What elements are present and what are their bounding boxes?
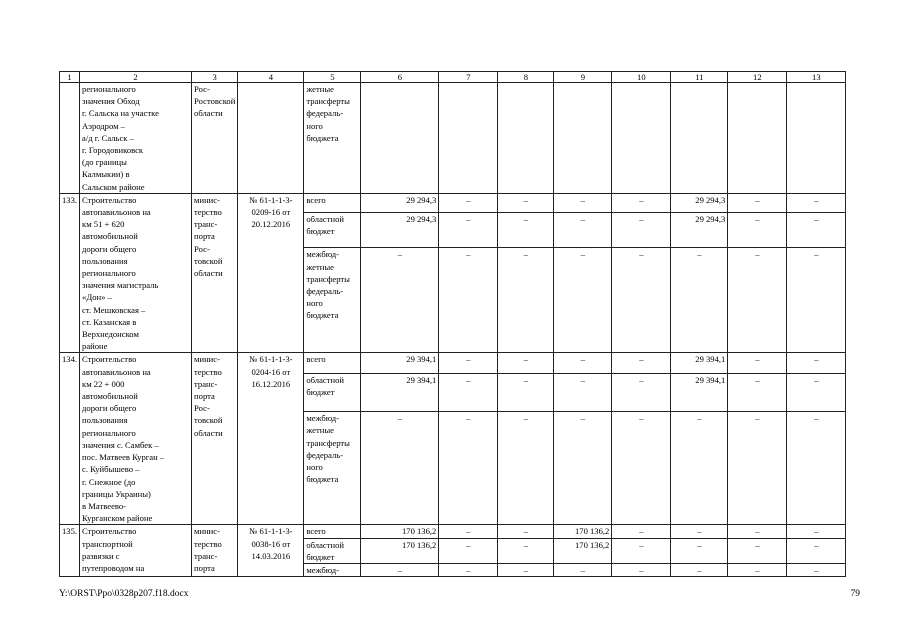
object-name: [80, 83, 192, 194]
customer: [192, 353, 238, 525]
funding-source: [304, 248, 361, 353]
amount-cell: –: [787, 193, 846, 212]
customer-line: области: [194, 427, 223, 438]
amount-cell: 29 394,1: [671, 373, 728, 412]
object-name-line: пользования: [82, 415, 128, 426]
amount-cell: –: [498, 412, 554, 525]
amount-cell: –: [554, 193, 612, 212]
amount-cell: –: [439, 193, 498, 212]
amount-cell: 29 294,3: [361, 212, 439, 248]
funding-source-line: межбюд-: [306, 564, 340, 575]
object-name-line: транспортной: [82, 538, 133, 549]
funding-source-line: трансферты: [306, 437, 350, 448]
funding-source: [304, 563, 361, 576]
funding-source-line: межбюд-: [306, 249, 340, 260]
amount-cell: –: [787, 538, 846, 563]
funding-source: [304, 412, 361, 525]
amount-cell: –: [671, 412, 728, 525]
amount-cell: –: [439, 353, 498, 373]
amount-cell: –: [498, 353, 554, 373]
object-name-line: Калмыкии) в: [82, 169, 130, 180]
amount-cell: –: [787, 373, 846, 412]
customer-line: транс-: [194, 550, 218, 561]
object-name-line: пользования: [82, 255, 128, 266]
document-ref-line: 16.12.2016: [251, 378, 291, 389]
amount-cell: 29 294,3: [671, 193, 728, 212]
document-ref-line: 20.12.2016: [251, 219, 291, 230]
amount-cell: –: [612, 373, 671, 412]
continued-row: [60, 83, 846, 194]
amount-cell: –: [612, 353, 671, 373]
amount-cell: –: [787, 525, 846, 538]
amount-cell: –: [728, 412, 787, 525]
object-name-line: в Матвеево-: [82, 500, 127, 511]
amount-cell: –: [671, 538, 728, 563]
row-number: 135.: [60, 525, 80, 577]
funding-source-line: бюджет: [306, 225, 335, 236]
funding-source-line: всего: [306, 354, 326, 365]
customer-line: порта: [194, 391, 215, 402]
object-name-line: г. Сальска на участке: [82, 108, 159, 119]
object-name-line: дороги общего: [82, 403, 137, 414]
object-name-line: а/д г. Сальск –: [82, 132, 134, 143]
amount-cell: –: [787, 248, 846, 353]
amount-cell: –: [554, 248, 612, 353]
document-ref-line: 14.03.2016: [251, 550, 291, 561]
object-name-line: границы Украины): [82, 488, 151, 499]
customer-line: минис-: [194, 354, 220, 365]
object-name-line: г. Городовиковск: [82, 145, 144, 156]
document-ref-line: № 61-1-1-3-: [249, 526, 293, 537]
document-ref-line: 0209-16 от: [251, 207, 291, 218]
customer-line: транс-: [194, 219, 218, 230]
row-number: 133.: [60, 193, 80, 353]
customer: [192, 525, 238, 577]
table-row: [60, 353, 846, 373]
column-number: 8: [498, 72, 554, 83]
amount-cell: –: [728, 373, 787, 412]
page-number: 79: [850, 589, 860, 599]
amount-cell: 170 136,2: [554, 538, 612, 563]
amount-cell: 29 294,3: [671, 212, 728, 248]
funding-source: [304, 83, 361, 194]
object-name-line: автомобильной: [82, 391, 138, 402]
amount-cell: –: [554, 373, 612, 412]
document-ref: [238, 193, 304, 353]
amount-cell: –: [612, 212, 671, 248]
object-name-line: Строительство: [82, 526, 137, 537]
column-number: 4: [238, 72, 304, 83]
amount-cell: –: [612, 412, 671, 525]
amount-cell: –: [439, 373, 498, 412]
object-name-line: значения с. Самбек –: [82, 439, 159, 450]
amount-cell: –: [554, 353, 612, 373]
customer-line: терство: [194, 538, 222, 549]
funding-source: [304, 373, 361, 412]
object-name-line: Аэродром –: [82, 120, 125, 131]
funding-source-line: федераль-: [306, 286, 344, 297]
table-row: [60, 525, 846, 538]
funding-source-line: жетные: [306, 425, 334, 436]
document-ref-line: № 61-1-1-3-: [249, 354, 293, 365]
funding-source-line: бюджет: [306, 551, 335, 562]
column-number: 5: [304, 72, 361, 83]
customer-line: транс-: [194, 378, 218, 389]
amount-cell: –: [728, 525, 787, 538]
funding-source: [304, 525, 361, 538]
column-number: 10: [612, 72, 671, 83]
amount-cell: –: [728, 563, 787, 576]
amount-cell: –: [361, 563, 439, 576]
object-name: [80, 193, 192, 353]
object-name-line: км 51 + 620: [82, 219, 125, 230]
customer-line: Рос-: [194, 243, 210, 254]
amount-cell: –: [498, 193, 554, 212]
amount-cell: 29 294,3: [361, 193, 439, 212]
column-number: 13: [787, 72, 846, 83]
object-name-line: регионального: [82, 84, 136, 94]
funding-source-line: областной: [306, 374, 344, 385]
funding-source-line: жетные: [306, 84, 334, 94]
object-name-line: районе: [82, 341, 108, 352]
amount-cell: –: [728, 248, 787, 353]
amount-cell: –: [498, 373, 554, 412]
object-name-line: развязки с: [82, 550, 120, 561]
object-name-line: значения Обход: [82, 96, 140, 107]
funding-source-line: федераль-: [306, 449, 344, 460]
funding-source-line: ного: [306, 120, 323, 131]
funding-source-line: бюджета: [306, 474, 339, 485]
customer-line: области: [194, 108, 223, 119]
column-number: 2: [80, 72, 192, 83]
amount-cell: –: [554, 212, 612, 248]
object-name-line: автопавильонов на: [82, 366, 151, 377]
amount-cell: –: [439, 412, 498, 525]
column-number: 3: [192, 72, 238, 83]
object-name-line: автопавильонов на: [82, 207, 151, 218]
document-ref: [238, 83, 304, 194]
customer-line: товской: [194, 255, 223, 266]
object-name: [80, 353, 192, 525]
object-name-line: значения магистраль: [82, 280, 159, 291]
amount-cell: –: [498, 212, 554, 248]
object-name-line: г. Снежное (до: [82, 476, 136, 487]
funding-source-line: ного: [306, 462, 323, 473]
object-name-line: ст. Мешковская –: [82, 304, 146, 315]
funding-source-line: областной: [306, 539, 344, 550]
object-name-line: км 22 + 000: [82, 378, 125, 389]
funding-source-line: межбюд-: [306, 413, 340, 424]
table-row: [60, 193, 846, 212]
amount-cell: –: [728, 193, 787, 212]
amount-cell: –: [787, 563, 846, 576]
object-name-line: регионального: [82, 427, 136, 438]
object-name-line: путепроводом на: [82, 562, 145, 573]
funding-source-line: всего: [306, 194, 326, 205]
document-ref-line: 0038-16 от: [251, 538, 291, 549]
object-name-line: Верхнедонском: [82, 329, 139, 340]
column-number: 9: [554, 72, 612, 83]
document-ref-line: 0204-16 от: [251, 366, 291, 377]
funding-source-line: ного: [306, 298, 323, 309]
customer-line: Рос-: [194, 403, 210, 414]
funding-source-line: жетные: [306, 261, 334, 272]
amount-cell: –: [728, 212, 787, 248]
amount-cell: –: [498, 248, 554, 353]
customer-line: терство: [194, 366, 222, 377]
column-number-row: [60, 72, 846, 83]
funding-source-line: областной: [306, 213, 344, 224]
customer-line: минис-: [194, 526, 220, 537]
object-name-line: ст. Казанская в: [82, 316, 137, 327]
object-name: [80, 525, 192, 577]
amount-cell: –: [612, 248, 671, 353]
amount-cell: –: [728, 353, 787, 373]
column-number: 1: [60, 72, 80, 83]
customer-line: Рос-: [194, 84, 210, 94]
object-name-line: дороги общего: [82, 243, 137, 254]
amount-cell: –: [671, 525, 728, 538]
amount-cell: –: [498, 563, 554, 576]
funding-source: [304, 212, 361, 248]
column-number: 12: [728, 72, 787, 83]
funding-source-line: бюджет: [306, 386, 335, 397]
amount-cell: 170 136,2: [361, 538, 439, 563]
amount-cell: –: [554, 563, 612, 576]
amount-cell: –: [671, 248, 728, 353]
customer-line: порта: [194, 562, 215, 573]
customer: [192, 83, 238, 194]
amount-cell: –: [439, 538, 498, 563]
object-name-line: Строительство: [82, 194, 137, 205]
amount-cell: –: [439, 212, 498, 248]
object-name-line: с. Куйбышево –: [82, 464, 140, 475]
object-name-line: пос. Матвеев Курган –: [82, 452, 165, 463]
customer-line: порта: [194, 231, 215, 242]
object-name-line: «Дон» –: [82, 292, 112, 303]
amount-cell: 170 136,2: [361, 525, 439, 538]
amount-cell: –: [671, 563, 728, 576]
amount-cell: –: [612, 525, 671, 538]
amount-cell: –: [498, 525, 554, 538]
row-number: 134.: [60, 353, 80, 525]
amount-cell: –: [361, 248, 439, 353]
funding-source-line: трансферты: [306, 96, 350, 107]
document-ref: [238, 525, 304, 577]
funding-source-line: федераль-: [306, 108, 344, 119]
funding-source: [304, 193, 361, 212]
object-name-line: Сальском районе: [82, 181, 145, 192]
funding-source: [304, 353, 361, 373]
column-number: 6: [361, 72, 439, 83]
funding-source: [304, 538, 361, 563]
customer-line: товской: [194, 415, 223, 426]
amount-cell: –: [361, 412, 439, 525]
funding-source-line: бюджета: [306, 310, 339, 321]
document-ref-line: № 61-1-1-3-: [249, 194, 293, 205]
amount-cell: –: [787, 212, 846, 248]
customer-line: терство: [194, 207, 222, 218]
document-ref: [238, 353, 304, 525]
object-name-line: Строительство: [82, 354, 137, 365]
customer: [192, 193, 238, 353]
amount-cell: –: [787, 412, 846, 525]
amount-cell: 29 394,1: [361, 353, 439, 373]
amount-cell: 170 136,2: [554, 525, 612, 538]
funding-source-line: всего: [306, 526, 326, 537]
object-name-line: (до границы: [82, 157, 127, 168]
amount-cell: –: [787, 353, 846, 373]
amount-cell: –: [728, 538, 787, 563]
amount-cell: 29 394,1: [361, 373, 439, 412]
row-number: [60, 83, 80, 194]
object-name-line: автомобильной: [82, 231, 138, 242]
budget-table: [59, 71, 846, 577]
amount-cell: –: [612, 193, 671, 212]
amount-cell: –: [498, 538, 554, 563]
column-number: 11: [671, 72, 728, 83]
customer-line: области: [194, 268, 223, 279]
customer-line: минис-: [194, 194, 220, 205]
amount-cell: –: [554, 412, 612, 525]
column-number: 7: [439, 72, 498, 83]
amount-cell: –: [439, 525, 498, 538]
amount-cell: 29 394,1: [671, 353, 728, 373]
funding-source-line: бюджета: [306, 132, 339, 143]
amount-cell: –: [612, 563, 671, 576]
object-name-line: регионального: [82, 268, 136, 279]
footer-file-path: Y:\ORST\Ppo\0328p207.f18.docx: [59, 589, 189, 599]
amount-cell: –: [439, 248, 498, 353]
funding-source-line: трансферты: [306, 273, 350, 284]
object-name-line: Курганском районе: [82, 513, 153, 524]
amount-cell: –: [439, 563, 498, 576]
amount-cell: –: [612, 538, 671, 563]
customer-line: Ростовской: [194, 96, 236, 107]
